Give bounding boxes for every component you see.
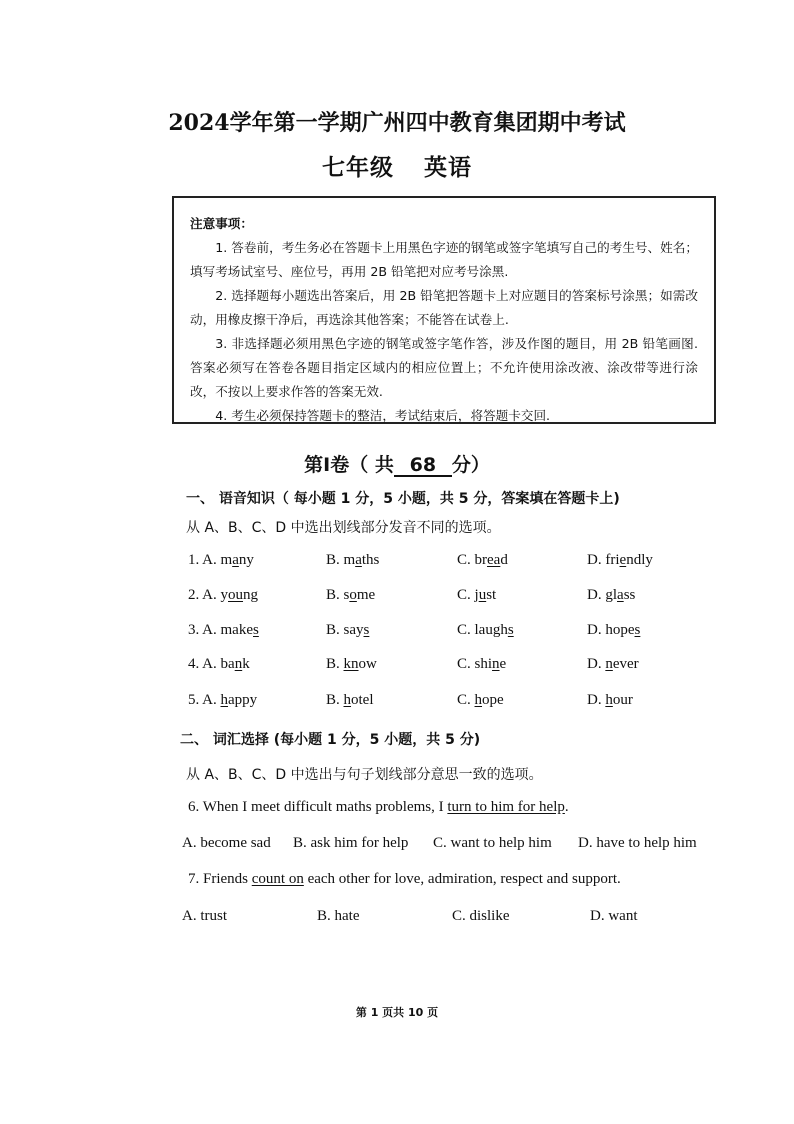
question-7: 7. Friends count on each other for love, admiration, respect and support. <box>188 871 621 887</box>
q3-option-a: 3. A. makes <box>188 622 259 638</box>
q4-option-b: B. know <box>326 656 377 672</box>
exam-subtitle <box>0 149 794 182</box>
q6-option-a: A. become sad <box>182 835 271 851</box>
question-6: 6. When I meet difficult maths problems, I turn to him for help. <box>188 799 569 815</box>
q7-option-a: A. trust <box>182 908 227 924</box>
notice-item: 2. 选择题每小题选出答案后，用 2B 铅笔把答题卡上对应题目的答案标号涂黑；如需改动，用橡皮擦干净后，再选涂其他答案；不能答在试卷上. <box>190 288 698 327</box>
page-number: 第 1 页共 10 页 <box>355 1006 439 1019</box>
exam-title: 2024学年第一学期广州四中教育集团期中考试 <box>168 110 626 136</box>
q3-option-b: B. says <box>326 622 370 638</box>
q4-option-a: 4. A. bank <box>188 656 250 672</box>
q7-option-c: C. dislike <box>452 908 510 924</box>
q1-option-d: D. friendly <box>587 552 653 568</box>
notice-item: 3. 非选择题必须用黑色字迹的钢笔或签字笔作答，涉及作图的题目，用 2B 铅笔画图. 答案必须写在答卷各题目指定区域内的相应位置上；不允许使用涂改液、涂改带等进行涂改，不按以上要求作答的答案无效. <box>190 336 698 399</box>
section-title: 第Ⅰ卷（ 共 68 分） <box>304 454 490 476</box>
q7-option-d: D. want <box>590 908 638 924</box>
q4-option-c: C. shine <box>457 656 507 672</box>
underlined-phrase: count on <box>251 871 304 887</box>
q6-option-c: C. want to help him <box>433 835 552 851</box>
q5-option-d: D. hour <box>587 692 633 708</box>
q2-option-c: C. just <box>457 587 497 603</box>
underlined-phrase: turn to him for help <box>447 799 565 815</box>
part2-heading: 二、 词汇选择 (每小题 1 分，5 小题，共 5 分) <box>180 732 481 748</box>
q2-option-a: 2. A. young <box>188 587 259 603</box>
notice-box <box>172 196 716 424</box>
q5-option-b: B. hotel <box>326 692 374 708</box>
subject-label: 英语 <box>424 154 472 181</box>
q2-option-d: D. glass <box>587 587 636 603</box>
q3-option-c: C. laughs <box>457 622 514 638</box>
notice-heading: 注意事项： <box>190 216 253 231</box>
notice-item: 1. 答卷前，考生务必在答题卡上用黑色字迹的钢笔或签字笔填写自己的考生号、姓名；填写考场试室号、座位号，再用 2B 铅笔把对应考号涂黑. <box>190 240 698 279</box>
q3-option-d: D. hopes <box>587 622 641 638</box>
part1-heading: 一、 语音知识（ 每小题 1 分，5 小题，共 5 分，答案填在答题卡上) <box>186 491 620 507</box>
q1-option-c: C. bread <box>457 552 508 568</box>
score-blank: 68 <box>394 455 452 477</box>
part1-instruction: 从 A、B、C、D 中选出划线部分发音不同的选项。 <box>186 520 501 536</box>
q5-option-a: 5. A. happy <box>188 692 258 708</box>
part2-instruction: 从 A、B、C、D 中选出与句子划线部分意思一致的选项。 <box>186 767 543 783</box>
q1-option-a: 1. A. many <box>188 552 254 568</box>
q2-option-b: B. some <box>326 587 376 603</box>
notice-item: 4. 考生必须保持答题卡的整洁，考试结束后，将答题卡交回. <box>215 408 551 423</box>
grade-label: 七年级 <box>322 154 394 181</box>
q6-option-d: D. have to help him <box>578 835 697 851</box>
q7-option-b: B. hate <box>317 908 360 924</box>
q5-option-c: C. hope <box>457 692 504 708</box>
q4-option-d: D. never <box>587 656 639 672</box>
q1-option-b: B. maths <box>326 552 380 568</box>
q6-option-b: B. ask him for help <box>293 835 409 851</box>
